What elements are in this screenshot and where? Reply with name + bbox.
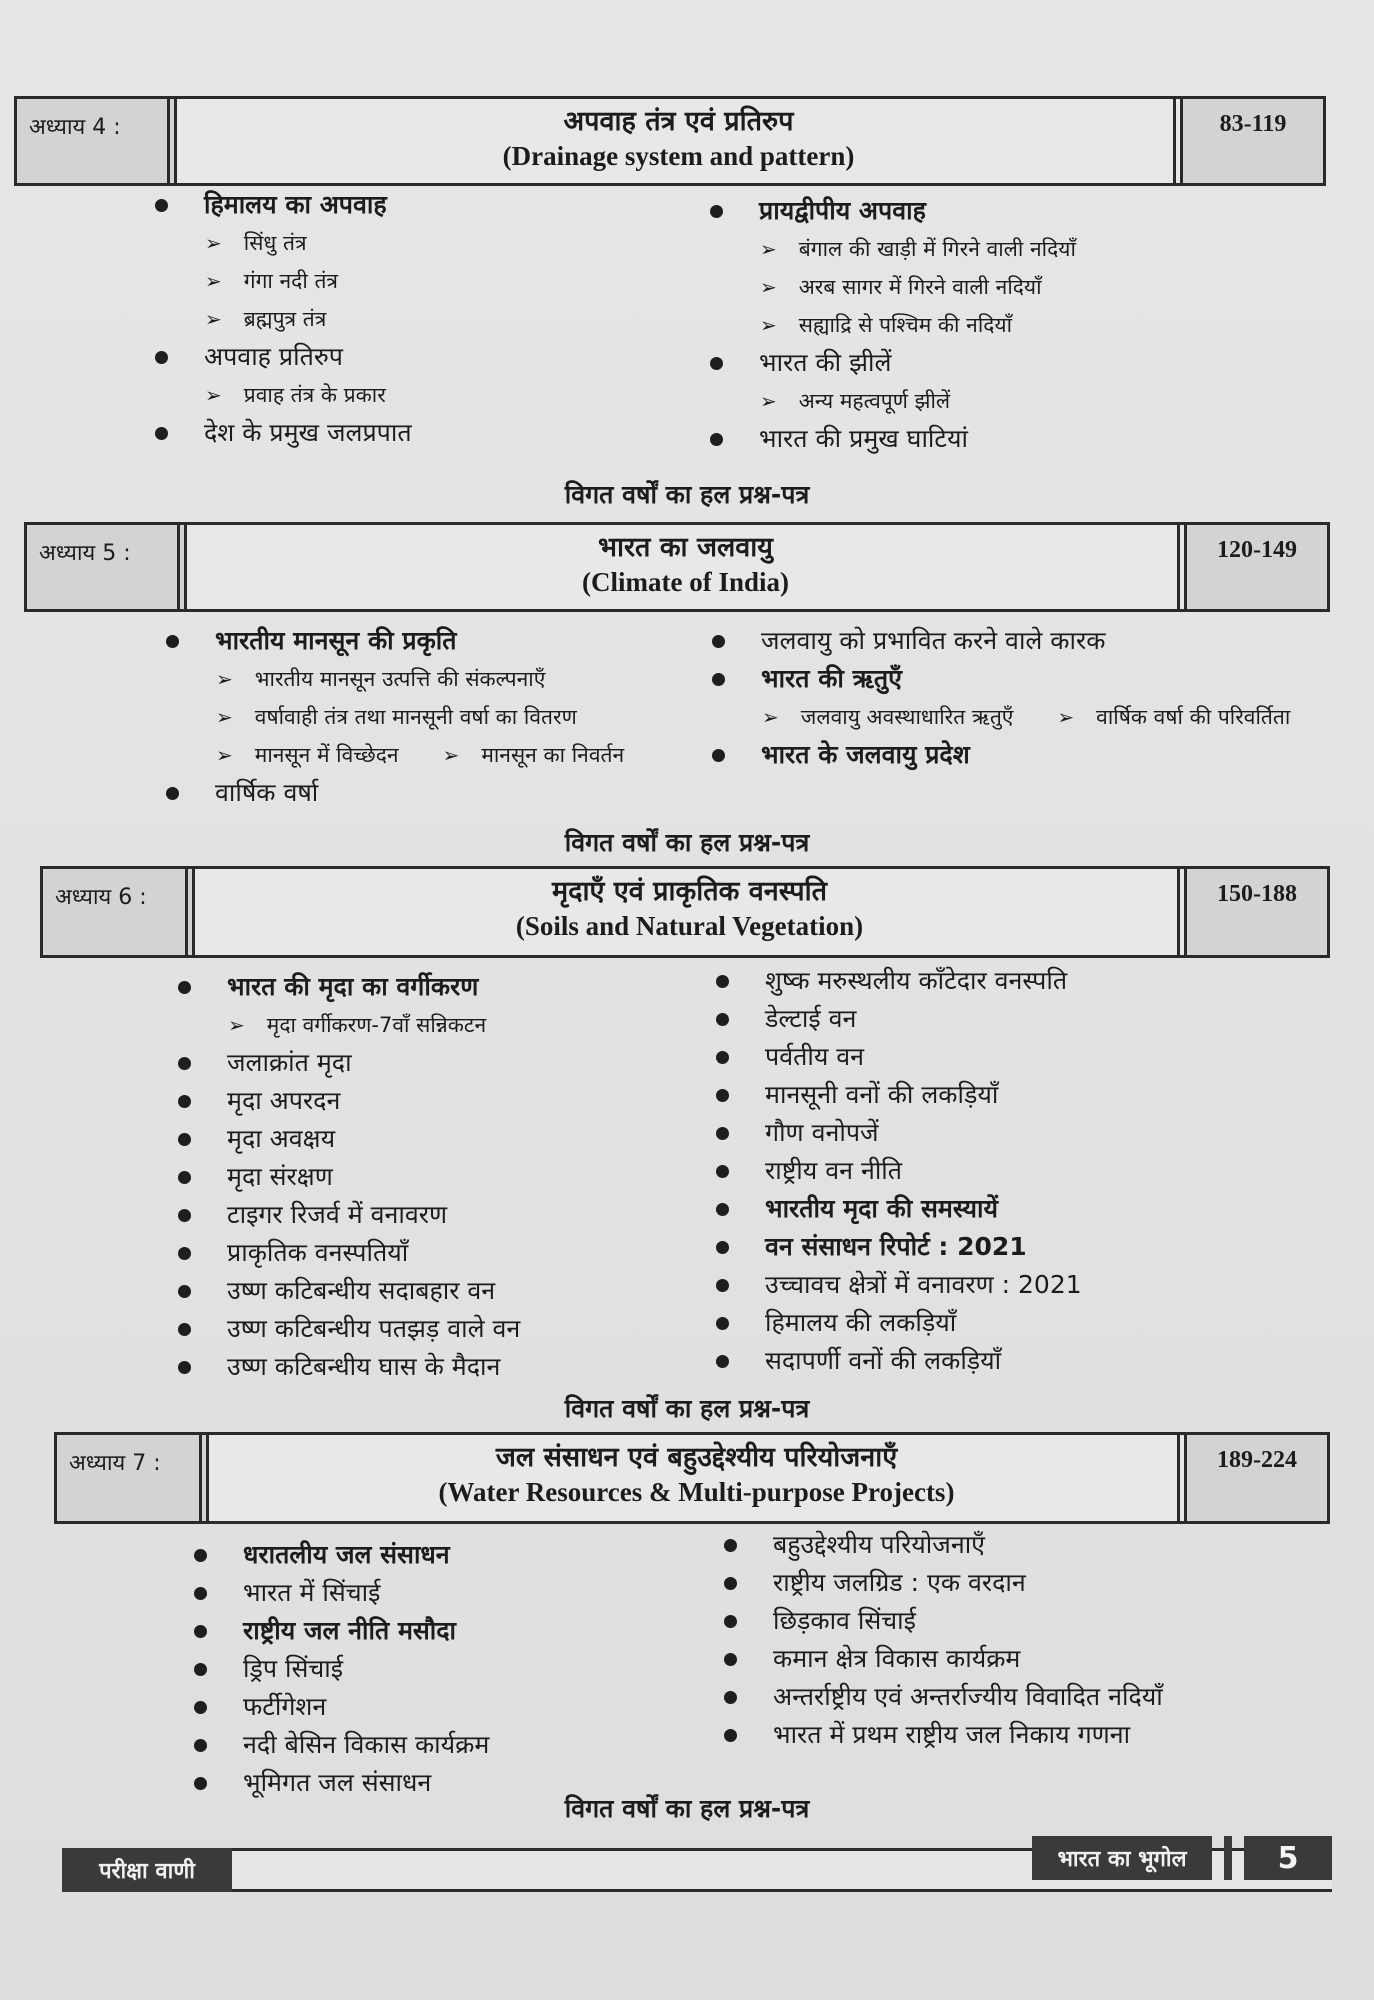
topic-item bbox=[178, 1082, 520, 1120]
topic-item bbox=[716, 1228, 1082, 1266]
topic-label: राष्ट्रीय जल नीति मसौदा bbox=[243, 1616, 457, 1645]
bullet-icon bbox=[712, 673, 725, 686]
bullet-icon bbox=[178, 1209, 191, 1222]
topic-item bbox=[178, 1272, 520, 1310]
topic-label: भूमिगत जल संसाधन bbox=[243, 1768, 432, 1797]
footer-divider bbox=[1224, 1836, 1232, 1880]
chapter-4-topics-right bbox=[710, 192, 1076, 458]
chapter-4-topics-left bbox=[155, 186, 412, 452]
bullet-icon bbox=[178, 1095, 191, 1108]
chapter-title-english: (Drainage system and pattern) bbox=[502, 141, 855, 171]
chapter-title-english: (Soils and Natural Vegetation) bbox=[515, 911, 864, 941]
chapter-title-hindi: अपवाह तंत्र एवं प्रतिरुप bbox=[563, 106, 794, 137]
bullet-icon bbox=[194, 1549, 207, 1562]
arrow-bullet-icon: ➢ bbox=[760, 237, 777, 261]
topic-item bbox=[716, 1114, 1082, 1152]
bullet-icon bbox=[194, 1663, 207, 1676]
topic-item bbox=[716, 1152, 1082, 1190]
arrow-bullet-icon: ➢ bbox=[442, 743, 460, 767]
subtopic-item bbox=[166, 698, 624, 736]
page-number: 5 bbox=[1244, 1836, 1332, 1880]
chapter-6-solved-papers[interactable]: विगत वर्षों का हल प्रश्न-पत्र bbox=[564, 1394, 810, 1423]
topic-item bbox=[716, 1076, 1082, 1114]
subtopic-label: प्रवाह तंत्र के प्रकार bbox=[243, 383, 386, 407]
subtopic-label: अन्य महत्वपूर्ण झीलें bbox=[798, 389, 951, 413]
topic-item bbox=[194, 1726, 489, 1764]
bullet-icon bbox=[716, 1279, 729, 1292]
topic-label: वन संसाधन रिपोर्ट : 2021 bbox=[765, 1232, 1027, 1261]
bullet-icon bbox=[178, 1171, 191, 1184]
topic-label: बहुउद्देश्यीय परियोजनाएँ bbox=[773, 1530, 985, 1559]
topic-label: वार्षिक वर्षा bbox=[215, 778, 319, 807]
chapter-label: अध्याय 5 : bbox=[27, 525, 187, 609]
arrow-bullet-icon: ➢ bbox=[216, 743, 233, 767]
topic-label: उष्ण कटिबन्धीय सदाबहार वन bbox=[227, 1276, 496, 1305]
chapter-title bbox=[187, 525, 1187, 609]
bullet-icon bbox=[716, 1203, 729, 1216]
chapter-5-solved-papers[interactable]: विगत वर्षों का हल प्रश्न-पत्र bbox=[564, 828, 810, 857]
chapter-7-solved-papers[interactable]: विगत वर्षों का हल प्रश्न-पत्र bbox=[564, 1794, 810, 1823]
bullet-icon bbox=[724, 1577, 737, 1590]
topic-label: अन्तर्राष्ट्रीय एवं अन्तर्राज्यीय विवादित नदियाँ bbox=[773, 1682, 1163, 1711]
topic-item bbox=[710, 344, 1076, 382]
topic-item bbox=[194, 1612, 489, 1650]
subtopic-label: सिंधु तंत्र bbox=[243, 231, 307, 255]
subtopic-item bbox=[712, 698, 1290, 736]
topic-item bbox=[194, 1536, 489, 1574]
topic-item bbox=[716, 1190, 1082, 1228]
chapter-page-range: 120-149 bbox=[1187, 525, 1327, 609]
chapter-title bbox=[177, 99, 1183, 183]
topic-label: फर्टीगेशन bbox=[243, 1692, 327, 1721]
topic-label: उच्चावच क्षेत्रों में वनावरण : 2021 bbox=[765, 1270, 1082, 1299]
subtopic-item bbox=[710, 230, 1076, 268]
topic-label: जलवायु को प्रभावित करने वाले कारक bbox=[761, 626, 1106, 655]
bullet-icon bbox=[155, 351, 168, 364]
subtopic-label: भारतीय मानसून उत्पत्ति की संकल्पनाएँ bbox=[254, 667, 546, 691]
bullet-icon bbox=[194, 1587, 207, 1600]
bullet-icon bbox=[716, 1317, 729, 1330]
chapter-4-solved-papers[interactable]: विगत वर्षों का हल प्रश्न-पत्र bbox=[564, 480, 810, 509]
bullet-icon bbox=[178, 1057, 191, 1070]
topic-label: जलाक्रांत मृदा bbox=[227, 1048, 352, 1077]
topic-label: हिमालय की लकड़ियाँ bbox=[765, 1308, 957, 1337]
arrow-bullet-icon: ➢ bbox=[205, 269, 222, 293]
topic-label: भारतीय मृदा की समस्यायें bbox=[765, 1194, 999, 1223]
arrow-bullet-icon: ➢ bbox=[216, 667, 233, 691]
topic-label: देश के प्रमुख जलप्रपात bbox=[204, 418, 412, 447]
subtopic-label: ब्रह्मपुत्र तंत्र bbox=[243, 307, 327, 331]
topic-label: धरातलीय जल संसाधन bbox=[243, 1540, 450, 1569]
chapter-title-hindi: भारत का जलवायु bbox=[598, 532, 773, 563]
topic-item bbox=[716, 1342, 1082, 1380]
bullet-icon bbox=[178, 1361, 191, 1374]
topic-item bbox=[724, 1640, 1163, 1678]
topic-label: पर्वतीय वन bbox=[765, 1042, 865, 1071]
topic-item bbox=[716, 1038, 1082, 1076]
topic-item bbox=[178, 1196, 520, 1234]
topic-label: उष्ण कटिबन्धीय पतझड़ वाले वन bbox=[227, 1314, 521, 1343]
chapter-7-topics-right bbox=[724, 1526, 1163, 1754]
topic-item bbox=[166, 774, 624, 812]
chapter-label: अध्याय 6 : bbox=[43, 869, 195, 955]
topic-label: डेल्टाई वन bbox=[765, 1004, 857, 1033]
topic-item bbox=[724, 1716, 1163, 1754]
bullet-icon bbox=[716, 1355, 729, 1368]
bullet-icon bbox=[194, 1625, 207, 1638]
arrow-bullet-icon: ➢ bbox=[1057, 705, 1075, 729]
bullet-icon bbox=[716, 1241, 729, 1254]
bullet-icon bbox=[712, 635, 725, 648]
bullet-icon bbox=[155, 427, 168, 440]
topic-item bbox=[716, 962, 1082, 1000]
topic-item bbox=[724, 1526, 1163, 1564]
topic-item bbox=[178, 1234, 520, 1272]
bullet-icon bbox=[155, 199, 168, 212]
topic-label: नदी बेसिन विकास कार्यक्रम bbox=[243, 1730, 490, 1759]
bullet-icon bbox=[194, 1701, 207, 1714]
bullet-icon bbox=[194, 1739, 207, 1752]
bullet-icon bbox=[716, 1089, 729, 1102]
topic-label: गौण वनोपजें bbox=[765, 1118, 879, 1147]
topic-item bbox=[712, 660, 1290, 698]
topic-label: भारत में सिंचाई bbox=[243, 1578, 381, 1607]
arrow-bullet-icon: ➢ bbox=[205, 383, 222, 407]
bullet-icon bbox=[724, 1691, 737, 1704]
page-footer bbox=[62, 1836, 1332, 1892]
subtopic-label: वार्षिक वर्षा की परिवर्तिता bbox=[1096, 705, 1291, 729]
topic-item bbox=[178, 1158, 520, 1196]
topic-item bbox=[155, 414, 412, 452]
bullet-icon bbox=[710, 357, 723, 370]
subtopic-item bbox=[710, 382, 1076, 420]
bullet-icon bbox=[710, 433, 723, 446]
bullet-icon bbox=[178, 981, 191, 994]
bullet-icon bbox=[178, 1133, 191, 1146]
chapter-page-range: 189-224 bbox=[1187, 1435, 1327, 1521]
subtopic-label: मृदा वर्गीकरण-7वाँ सन्निकटन bbox=[266, 1013, 487, 1037]
topic-label: मानसूनी वनों की लकड़ियाँ bbox=[765, 1080, 999, 1109]
topic-label: भारत के जलवायु प्रदेश bbox=[761, 740, 970, 769]
topic-item bbox=[716, 1266, 1082, 1304]
chapter-5-header bbox=[24, 522, 1330, 612]
topic-item bbox=[166, 622, 624, 660]
topic-item bbox=[724, 1602, 1163, 1640]
subtopic-item bbox=[155, 262, 412, 300]
subject-name: भारत का भूगोल bbox=[1032, 1836, 1212, 1880]
subtopic-item bbox=[178, 1006, 520, 1044]
subtopic-item bbox=[155, 376, 412, 414]
topic-label: सदापर्णी वनों की लकड़ियाँ bbox=[765, 1346, 1002, 1375]
topic-item bbox=[712, 736, 1290, 774]
bullet-icon bbox=[724, 1729, 737, 1742]
topic-item bbox=[178, 968, 520, 1006]
bullet-icon bbox=[194, 1777, 207, 1790]
bullet-icon bbox=[178, 1285, 191, 1298]
chapter-label: अध्याय 4 : bbox=[17, 99, 177, 183]
chapter-title-english: (Water Resources & Multi-purpose Projects) bbox=[438, 1477, 955, 1507]
topic-label: राष्ट्रीय जलग्रिड : एक वरदान bbox=[773, 1568, 1026, 1597]
arrow-bullet-icon: ➢ bbox=[760, 389, 777, 413]
chapter-6-header bbox=[40, 866, 1330, 958]
bullet-icon bbox=[712, 749, 725, 762]
subtopic-item bbox=[166, 736, 624, 774]
chapter-title bbox=[209, 1435, 1187, 1521]
topic-item bbox=[724, 1564, 1163, 1602]
subtopic-item bbox=[710, 268, 1076, 306]
subtopic-label: मानसून का निवर्तन bbox=[481, 743, 625, 767]
chapter-7-header bbox=[54, 1432, 1330, 1524]
topic-label: भारतीय मानसून की प्रकृति bbox=[215, 626, 457, 655]
topic-label: भारत की ऋतुएँ bbox=[761, 664, 903, 693]
topic-label: उष्ण कटिबन्धीय घास के मैदान bbox=[227, 1352, 501, 1381]
arrow-bullet-icon: ➢ bbox=[760, 275, 777, 299]
topic-item bbox=[178, 1310, 520, 1348]
topic-label: शुष्क मरुस्थलीय काँटेदार वनस्पति bbox=[765, 966, 1068, 995]
topic-item bbox=[710, 420, 1076, 458]
subtopic-label: अरब सागर में गिरने वाली नदियाँ bbox=[798, 275, 1042, 299]
bullet-icon bbox=[166, 787, 179, 800]
topic-label: छिड़काव सिंचाई bbox=[773, 1606, 916, 1635]
subtopic-label: वर्षावाही तंत्र तथा मानसूनी वर्षा का वितरण bbox=[254, 705, 577, 729]
chapter-5-topics-right bbox=[712, 622, 1290, 774]
chapter-4-header bbox=[14, 96, 1326, 186]
chapter-title-hindi: जल संसाधन एवं बहुउद्देश्यीय परियोजनाएँ bbox=[495, 1442, 898, 1473]
topic-item bbox=[724, 1678, 1163, 1716]
topic-item bbox=[716, 1000, 1082, 1038]
subtopic-label: सह्याद्रि से पश्चिम की नदियाँ bbox=[798, 313, 1013, 337]
topic-label: अपवाह प्रतिरुप bbox=[204, 342, 343, 371]
subtopic-label: मानसून में विच्छेदन bbox=[254, 743, 399, 767]
arrow-bullet-icon: ➢ bbox=[760, 313, 777, 337]
chapter-page-range: 83-119 bbox=[1183, 99, 1323, 183]
topic-label: ड्रिप सिंचाई bbox=[243, 1654, 343, 1683]
topic-label: मृदा अपरदन bbox=[227, 1086, 341, 1115]
chapter-page-range: 150-188 bbox=[1187, 869, 1327, 955]
chapter-label: अध्याय 7 : bbox=[57, 1435, 209, 1521]
topic-label: राष्ट्रीय वन नीति bbox=[765, 1156, 903, 1185]
topic-item bbox=[710, 192, 1076, 230]
bullet-icon bbox=[716, 1165, 729, 1178]
bullet-icon bbox=[716, 975, 729, 988]
topic-item bbox=[194, 1574, 489, 1612]
topic-label: भारत में प्रथम राष्ट्रीय जल निकाय गणना bbox=[773, 1720, 1131, 1749]
bullet-icon bbox=[724, 1615, 737, 1628]
topic-item bbox=[194, 1688, 489, 1726]
chapter-5-topics-left bbox=[166, 622, 624, 812]
topic-item bbox=[712, 622, 1290, 660]
arrow-bullet-icon: ➢ bbox=[228, 1013, 245, 1037]
chapter-title bbox=[195, 869, 1187, 955]
bullet-icon bbox=[716, 1051, 729, 1064]
chapter-6-topics-left bbox=[178, 968, 520, 1386]
topic-label: भारत की प्रमुख घाटियां bbox=[759, 424, 968, 453]
subtopic-label: बंगाल की खाड़ी में गिरने वाली नदियाँ bbox=[798, 237, 1076, 261]
publisher-name: परीक्षा वाणी bbox=[62, 1848, 232, 1892]
topic-label: प्राकृतिक वनस्पतियाँ bbox=[227, 1238, 409, 1267]
topic-label: भारत की मृदा का वर्गीकरण bbox=[227, 972, 479, 1001]
chapter-title-hindi: मृदाएँ एवं प्राकृतिक वनस्पति bbox=[552, 876, 827, 907]
bullet-icon bbox=[716, 1127, 729, 1140]
topic-item bbox=[155, 338, 412, 376]
bullet-icon bbox=[724, 1653, 737, 1666]
topic-item bbox=[194, 1650, 489, 1688]
topic-label: मृदा अवक्षय bbox=[227, 1124, 336, 1153]
bullet-icon bbox=[166, 635, 179, 648]
subtopic-label: जलवायु अवस्थाधारित ऋतुएँ bbox=[800, 705, 1014, 729]
subtopic-label: गंगा नदी तंत्र bbox=[243, 269, 339, 293]
arrow-bullet-icon: ➢ bbox=[216, 705, 233, 729]
topic-label: कमान क्षेत्र विकास कार्यक्रम bbox=[773, 1644, 1021, 1673]
bullet-icon bbox=[710, 205, 723, 218]
subtopic-item bbox=[166, 660, 624, 698]
bullet-icon bbox=[178, 1323, 191, 1336]
subtopic-item bbox=[155, 224, 412, 262]
topic-label: प्रायद्वीपीय अपवाह bbox=[759, 196, 926, 225]
chapter-7-topics-left bbox=[194, 1536, 489, 1802]
topic-item bbox=[178, 1044, 520, 1082]
bullet-icon bbox=[178, 1247, 191, 1260]
topic-label: मृदा संरक्षण bbox=[227, 1162, 333, 1191]
arrow-bullet-icon: ➢ bbox=[205, 231, 222, 255]
bullet-icon bbox=[724, 1539, 737, 1552]
topic-label: टाइगर रिजर्व में वनावरण bbox=[227, 1200, 448, 1229]
topic-label: भारत की झीलें bbox=[759, 348, 892, 377]
topic-item bbox=[716, 1304, 1082, 1342]
topic-item bbox=[155, 186, 412, 224]
arrow-bullet-icon: ➢ bbox=[762, 705, 779, 729]
topic-item bbox=[178, 1348, 520, 1386]
chapter-6-topics-right bbox=[716, 962, 1082, 1380]
subtopic-item bbox=[710, 306, 1076, 344]
subtopic-item bbox=[155, 300, 412, 338]
arrow-bullet-icon: ➢ bbox=[205, 307, 222, 331]
chapter-title-english: (Climate of India) bbox=[582, 567, 789, 597]
topic-label: हिमालय का अपवाह bbox=[204, 190, 387, 219]
bullet-icon bbox=[716, 1013, 729, 1026]
topic-item bbox=[178, 1120, 520, 1158]
